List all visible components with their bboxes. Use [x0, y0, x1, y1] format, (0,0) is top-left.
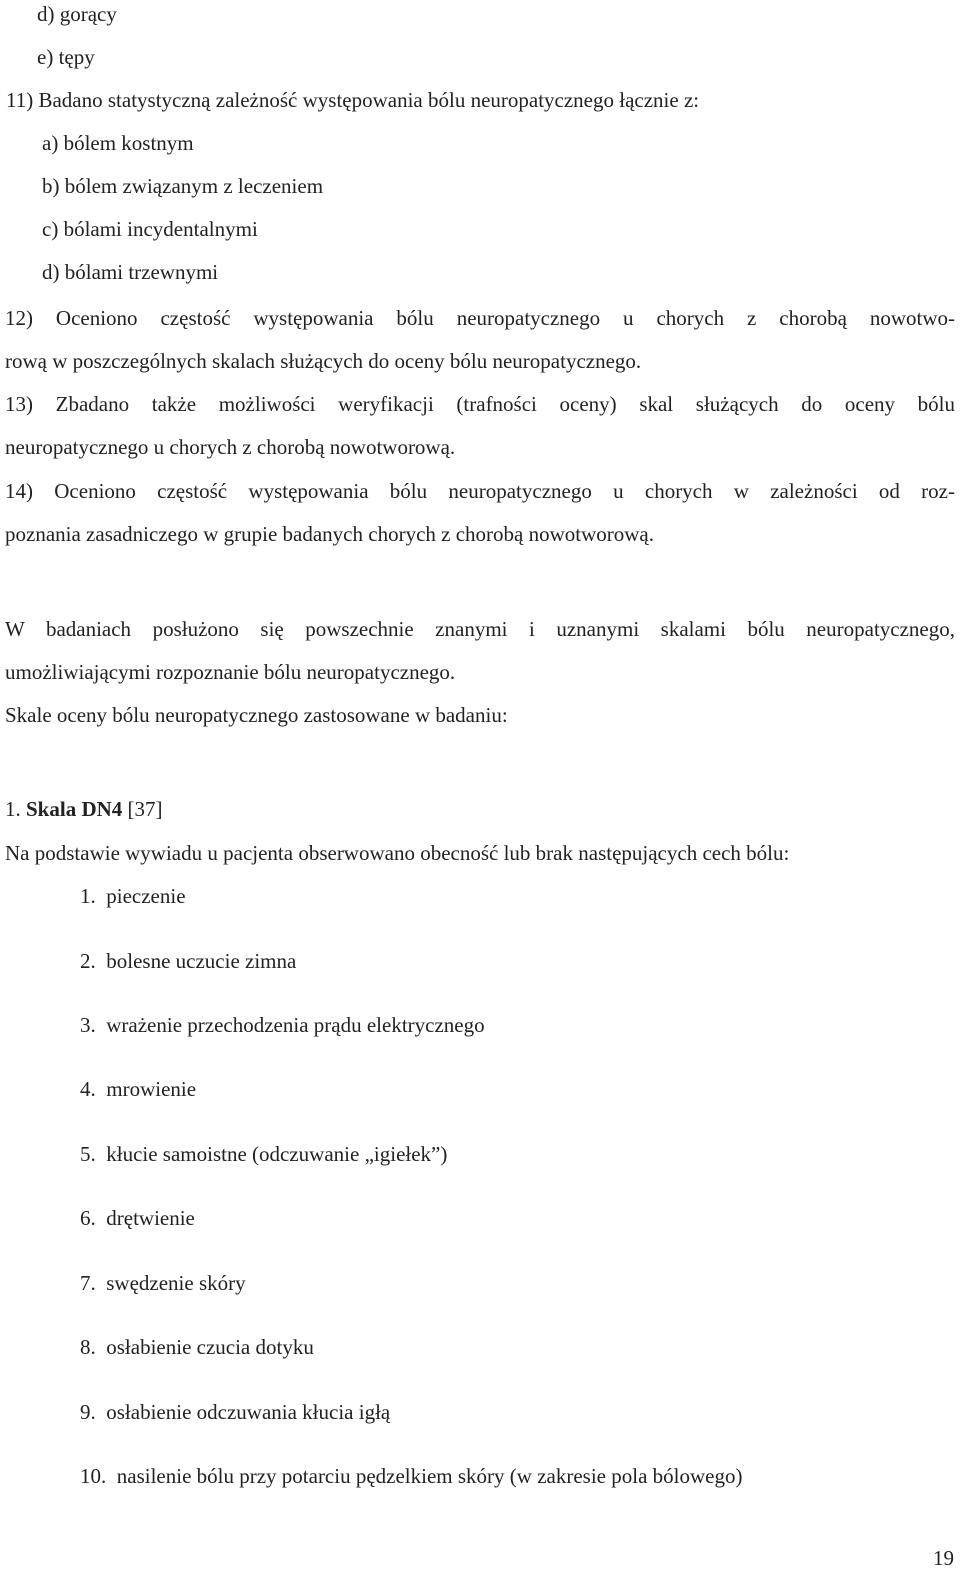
list-item: a) bólem kostnym	[42, 131, 194, 155]
list-item-number: 1.	[80, 884, 96, 908]
scale-intro: Na podstawie wywiadu u pacjenta obserwowano obecność lub brak następujących cech bólu:	[5, 841, 790, 865]
scale-number: 1.	[5, 797, 21, 821]
list-item-number: 4.	[80, 1077, 96, 1101]
list-item: c) bólami incydentalnymi	[42, 217, 258, 241]
paragraph: Skale oceny bólu neuropatycznego zastosowane w badaniu:	[5, 703, 508, 727]
list-item: 12) Oceniono częstość występowania bólu neuropatycznego u chorych z chorobą nowotwo-	[5, 306, 955, 330]
list-item-text: osłabienie odczuwania kłucia igłą	[106, 1400, 391, 1424]
list-item	[80, 1079, 196, 1100]
paragraph-continuation: umożliwiającymi rozpoznanie bólu neuropatycznego.	[5, 660, 456, 684]
list-item-continuation: rową w poszczególnych skalach służących do oceny bólu neuropatycznego.	[5, 349, 642, 373]
list-item-text: kłucie samoistne (odczuwanie „igiełek”)	[106, 1142, 448, 1166]
list-item-text: nasilenie bólu przy potarciu pędzelkiem skóry (w zakresie pola bólowego)	[116, 1464, 743, 1488]
scale-name: Skala DN4	[26, 797, 123, 821]
list-item-number: 2.	[80, 949, 96, 973]
list-item: b) bólem związanym z leczeniem	[42, 174, 324, 198]
list-item	[80, 1144, 447, 1165]
list-item	[80, 1273, 246, 1294]
list-item	[80, 886, 186, 907]
list-item-text: bolesne uczucie zimna	[106, 949, 297, 973]
list-item	[80, 1208, 195, 1229]
list-item-text: swędzenie skóry	[106, 1271, 246, 1295]
list-item-text: osłabienie czucia dotyku	[106, 1335, 314, 1359]
list-item	[80, 1337, 314, 1358]
list-item-number: 7.	[80, 1271, 96, 1295]
list-item: d) bólami trzewnymi	[42, 260, 219, 284]
list-item: 13) Zbadano także możliwości weryfikacji (trafności oceny) skal służących do oceny bólu	[5, 392, 955, 416]
list-item-continuation: neuropatycznego u chorych z chorobą nowotworową.	[5, 435, 456, 459]
list-item: 11) Badano statystyczną zależność występowania bólu neuropatycznego łącznie z:	[6, 88, 700, 112]
list-item-continuation: poznania zasadniczego w grupie badanych chorych z chorobą nowotworową.	[5, 522, 654, 546]
list-item: 14) Oceniono częstość występowania bólu neuropatycznego u chorych w zależności od roz-	[5, 479, 955, 503]
page-number: 19	[933, 1546, 954, 1570]
list-item-number: 8.	[80, 1335, 96, 1359]
list-item-text: wrażenie przechodzenia prądu elektrycznego	[106, 1013, 485, 1037]
list-item-number: 10.	[80, 1464, 107, 1488]
list-item-number: 5.	[80, 1142, 96, 1166]
list-item	[80, 1466, 742, 1487]
list-item	[80, 1402, 390, 1423]
list-item-text: drętwienie	[106, 1206, 195, 1230]
list-item-number: 3.	[80, 1013, 96, 1037]
list-item: e) tępy	[37, 45, 95, 69]
scale-reference: [37]	[127, 797, 163, 821]
list-item-text: pieczenie	[106, 884, 186, 908]
list-item	[80, 1015, 485, 1036]
paragraph: W badaniach posłużono się powszechnie znanymi i uznanymi skalami bólu neuropatycznego,	[5, 617, 955, 641]
list-item-number: 6.	[80, 1206, 96, 1230]
scale-heading	[5, 799, 163, 820]
list-item-text: mrowienie	[106, 1077, 197, 1101]
list-item	[80, 951, 296, 972]
list-item: d) gorący	[37, 2, 117, 26]
list-item-number: 9.	[80, 1400, 96, 1424]
